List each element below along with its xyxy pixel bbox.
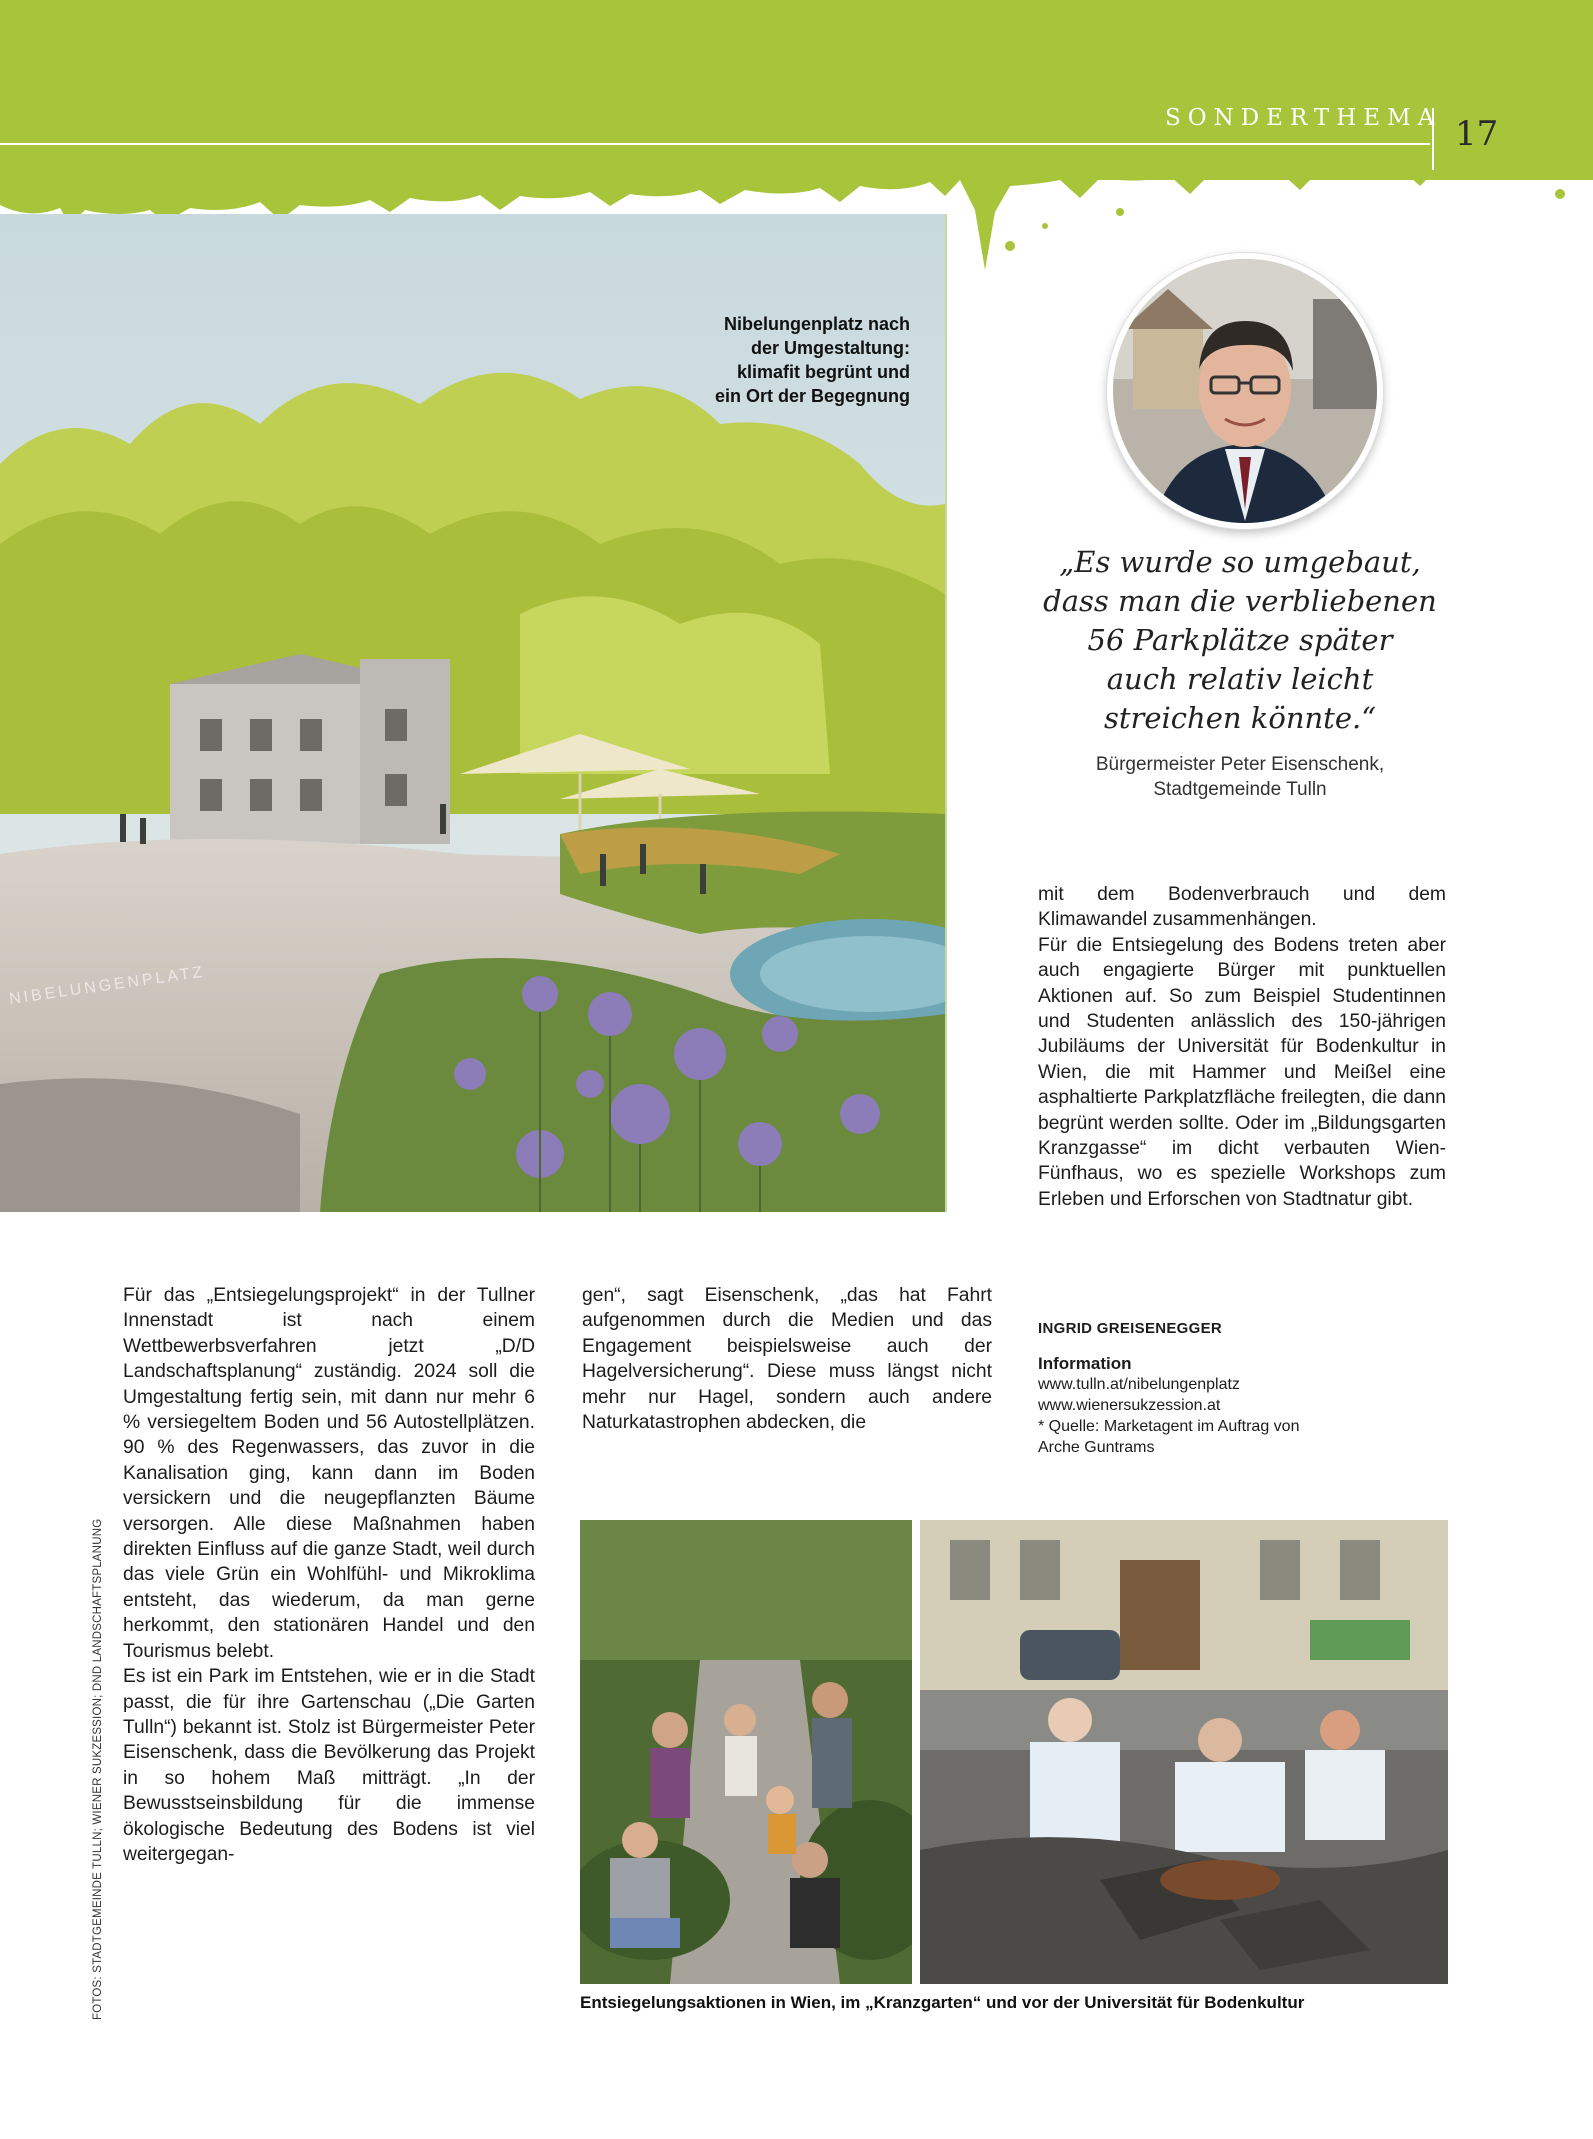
hero-caption: Nibelungenplatz nach der Umgestaltung: klimafit begrünt und ein Ort der Begegnung (714, 314, 910, 406)
info-note: Arche Guntrams (1038, 1439, 1155, 1456)
paragraph: mit dem Bodenverbrauch und dem Klimawandel zusammenhängen. (1038, 884, 1446, 931)
info-title: Information (1038, 1354, 1132, 1373)
info-link[interactable]: www.tulln.at/nibelungenplatz (1038, 1376, 1240, 1393)
header-rule (0, 143, 1430, 145)
paragraph: gen“, sagt Eisenschenk, „das hat Fahrt aufgenommen durch die Medien und das Engagement beispielsweise auch der Hagelversicherung“. Diese muss längst nicht mehr nur Hagel, sondern auch andere Naturkatastrophen abdecken, die (582, 1285, 992, 1434)
photo-caption: Entsiegelungsaktionen in Wien, im „Kranzgarten“ und vor der Universität für Bodenkultur (580, 1993, 1305, 2012)
info-box (1038, 1353, 1418, 1458)
street-label: NIBELUNGENPLATZ (8, 963, 207, 1008)
article-column-right (1038, 882, 1446, 1212)
article-column-left (123, 1283, 535, 1867)
photo-kranzgarten (580, 1520, 912, 1984)
asphalt-removal-photo (920, 1520, 1448, 1984)
pull-quote: „Es wurde so umgebaut, dass man die verbliebenen 56 Parkplätze später auch relativ leicht streichen könnte.“ (1043, 545, 1437, 735)
portrait-photo (1113, 259, 1377, 523)
paragraph: Es ist ein Park im Entstehen, wie er in die Stadt passt, die für ihre Gartenschau („Die Garten Tulln“) bekannt ist. Stolz ist Bürgermeister Peter Eisenschenk, dass die Bevölkerung das Projekt in so hohem Maß mitträgt. „In der Bewusstseinsbildung für die immense ökologische Bedeutung des Bodens ist viel weitergegan- (123, 1666, 535, 1865)
quote-attribution: Bürgermeister Peter Eisenschenk, Stadtgemeinde Tulln (1095, 754, 1385, 800)
article-column-middle (582, 1283, 992, 1435)
photo-credit: FOTOS: STADTGEMEINDE TULLN; WIENER SUKZESSION; DND LANDSCHAFTSPLANUNG (92, 1518, 104, 2020)
paragraph: Für die Entsiegelung des Bodens treten aber auch engagierte Bürger mit punktuellen Aktionen auf. So zum Beispiel Studentinnen und Studenten anlässlich des 150-jährigen Jubiläums der Universität für Bodenkultur in Wien, die mit Hammer und Meißel eine asphaltierte Parkplatzfläche freilegten, die dann begrünt werden sollte. Oder im „Bildungsgarten Kranzgasse“ im dicht verbauten Wien-Fünfhaus, wo es spezielle Workshops zum Erleben und Erforschen von Stadtnatur gibt. (1038, 934, 1446, 1210)
author-byline: INGRID GREISENEGGER (1038, 1320, 1223, 1337)
paragraph: Für das „Entsiegelungsprojekt“ in der Tullner Innenstadt ist nach einem Wettbewerbsverfahren jetzt „D/D Landschaftsplanung“ zuständig. 2024 soll die Umgestaltung fertig sein, mit dann nur mehr 6 % versiegeltem Boden und 56 Autostellplätzen. 90 % des Regenwassers, das zuvor in die Kanalisation ging, kann dann im Boden versickern und die neugepflanzten Bäume versorgen. Alle diese Maßnahmen haben direkten Einfluss auf die ganze Stadt, weil durch das viele Grün ein Wohlfühl- und Mikroklima entsteht, das wiederum, da man gerne herkommt, den stationären Handel und den Tourismus belebt. (123, 1285, 535, 1662)
info-note: * Quelle: Marketagent im Auftrag von (1038, 1418, 1300, 1435)
garden-workshop-photo (580, 1520, 912, 1984)
photo-boku (920, 1520, 1448, 1984)
section-title: SONDERTHEMA (1165, 105, 1442, 131)
mayor-portrait (1107, 253, 1383, 529)
page-number: 17 (1455, 114, 1499, 154)
info-link[interactable]: www.wienersukzession.at (1038, 1397, 1221, 1414)
